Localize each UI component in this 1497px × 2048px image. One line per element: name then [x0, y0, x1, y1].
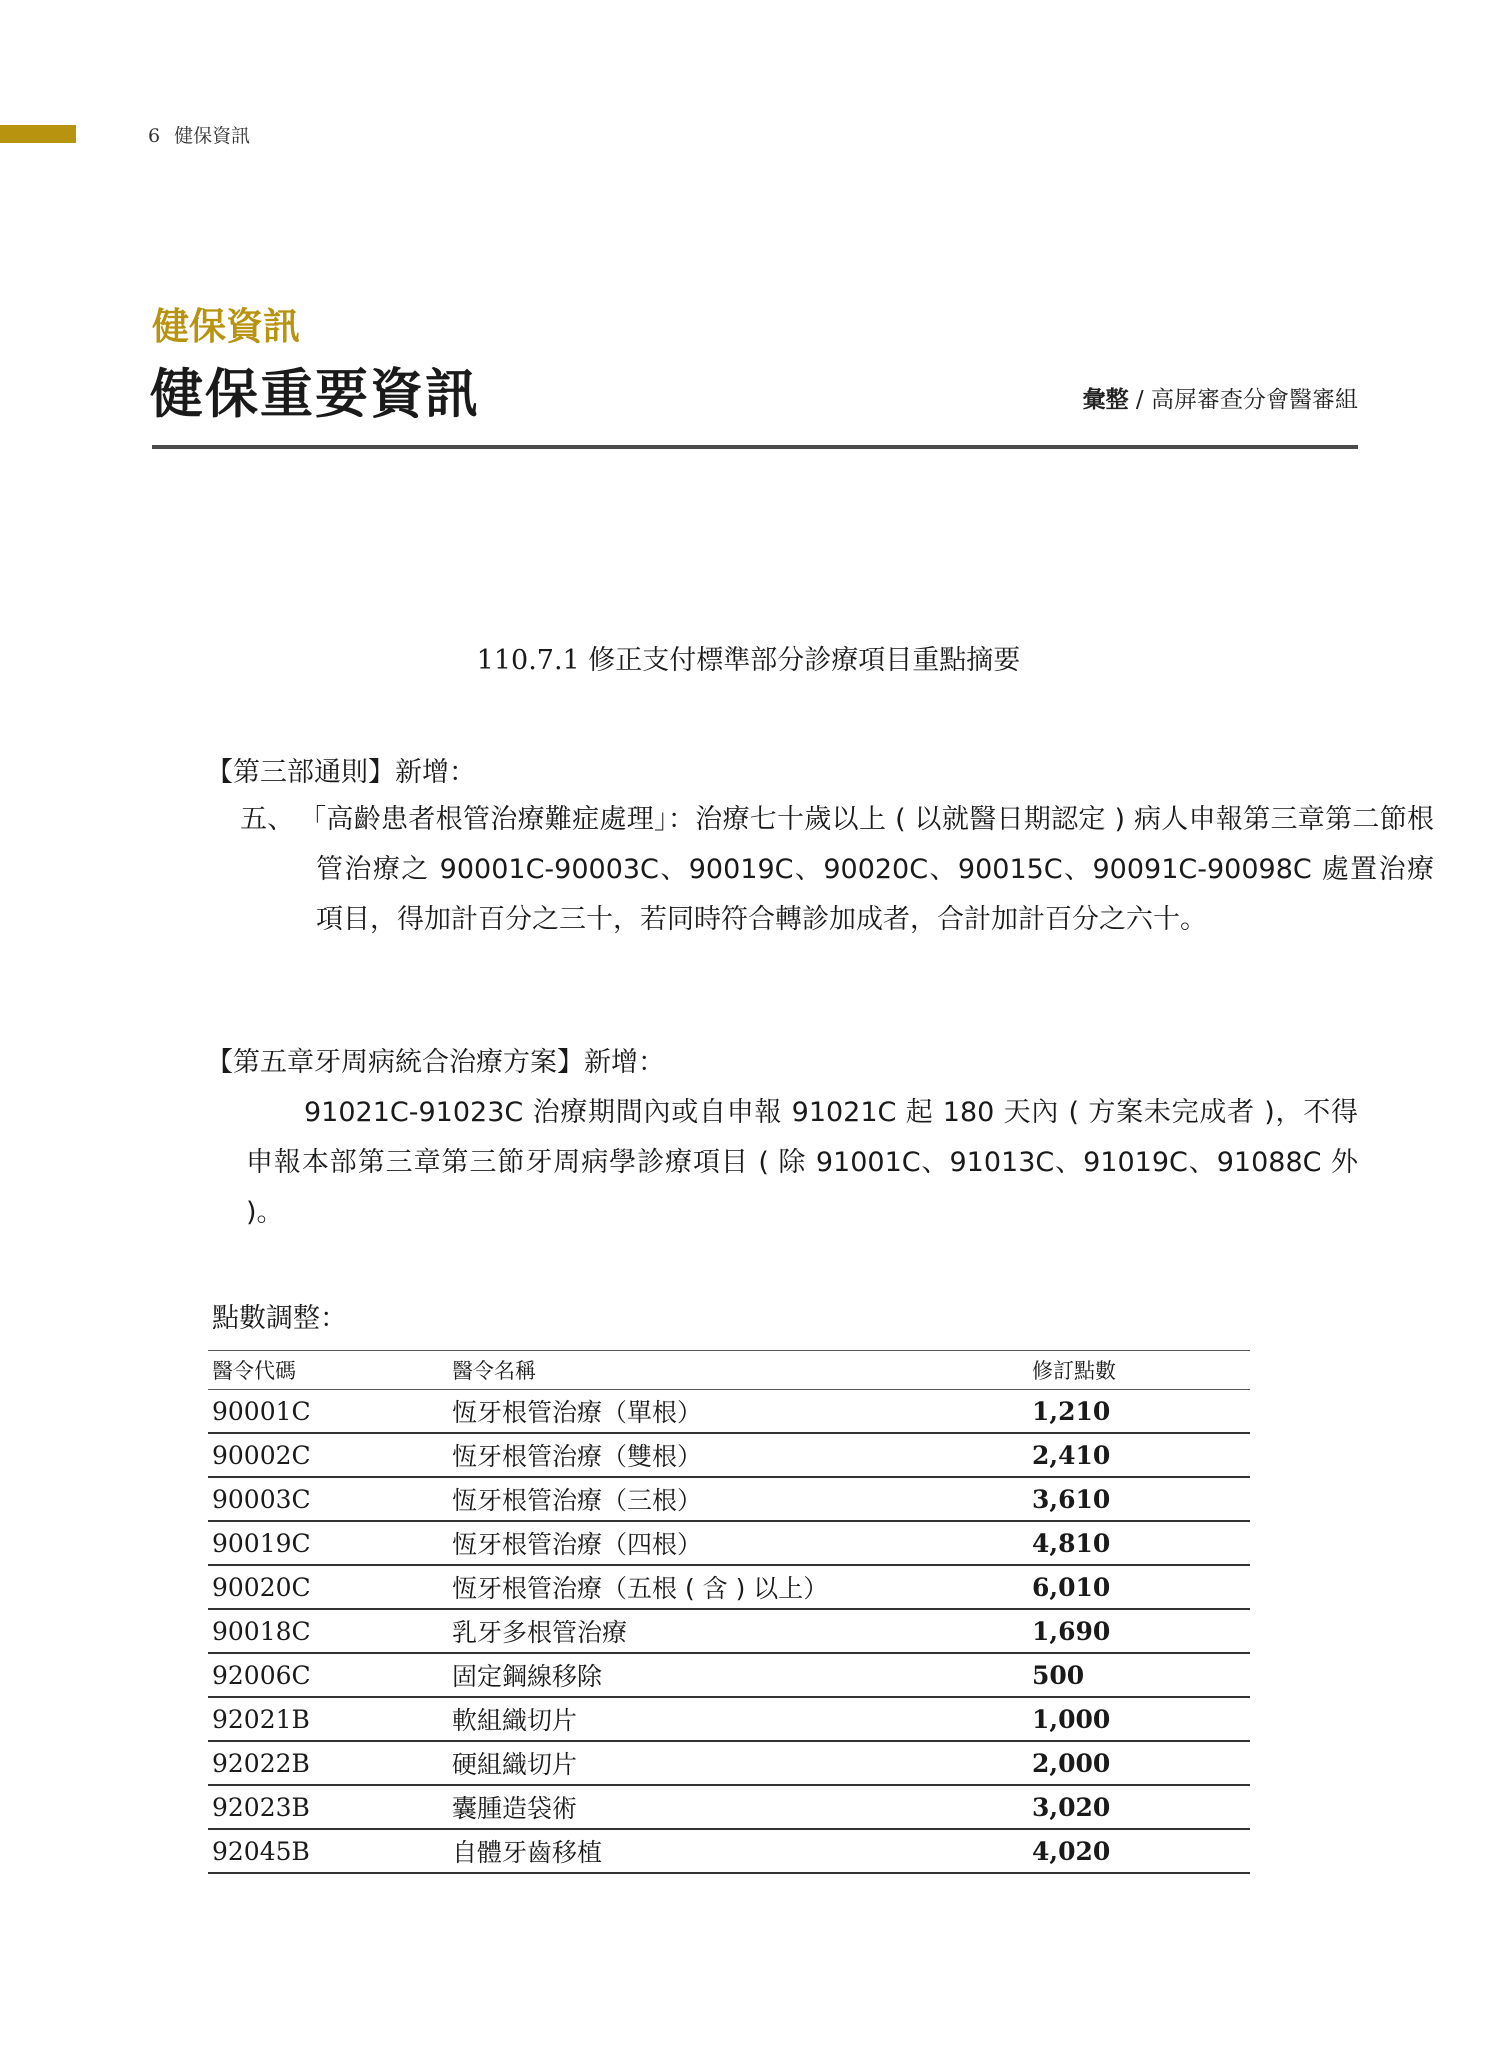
row-points: 1,210	[1028, 1390, 1250, 1434]
row-name: 恆牙根管治療（四根）	[448, 1521, 1028, 1565]
table-row	[208, 1741, 1250, 1785]
title-rule	[152, 445, 1358, 449]
chapter5-text: 91021C-91023C 治療期間內或自申報 91021C 起 180 天內 ( 方案未完成者 )，不得申報本部第三章第三節牙周病學診療項目 ( 除 91001C、91013C、91019C、91088C 外 )。	[246, 1097, 1358, 1228]
header-points: 修訂點數	[1028, 1351, 1250, 1390]
section-label: 健保資訊	[152, 305, 300, 348]
page-number: 6	[148, 125, 161, 147]
byline-author: 高屏審查分會醫審組	[1151, 387, 1358, 413]
header-code: 醫令代碼	[208, 1351, 448, 1390]
page-title: 健保重要資訊	[150, 364, 480, 425]
row-points: 1,000	[1028, 1697, 1250, 1741]
row-name: 乳牙多根管治療	[448, 1609, 1028, 1653]
table-row	[208, 1521, 1250, 1565]
running-header	[148, 121, 250, 148]
row-code: 90020C	[208, 1565, 448, 1609]
row-code: 92021B	[208, 1697, 448, 1741]
row-points: 1,690	[1028, 1609, 1250, 1653]
row-name: 恆牙根管治療（單根）	[448, 1390, 1028, 1434]
row-code: 90003C	[208, 1477, 448, 1521]
table-row	[208, 1477, 1250, 1521]
row-name: 自體牙齒移植	[448, 1829, 1028, 1873]
table-row	[208, 1653, 1250, 1697]
table-row	[208, 1829, 1250, 1873]
points-table	[208, 1350, 1250, 1874]
table-row	[208, 1565, 1250, 1609]
row-points: 500	[1028, 1653, 1250, 1697]
row-code: 92006C	[208, 1653, 448, 1697]
byline-label: 彙整	[1082, 387, 1129, 413]
table-header-row	[208, 1351, 1250, 1390]
table-row	[208, 1785, 1250, 1829]
row-name: 恆牙根管治療（雙根）	[448, 1433, 1028, 1477]
row-code: 92023B	[208, 1785, 448, 1829]
part3-item-text: 「高齡患者根管治療難症處理」：治療七十歲以上 ( 以就醫日期認定 ) 病人申報第三章第二節根管治療之 90001C-90003C、90019C、90020C、90015C、90091C-90098C 處置治療項目，得加計百分之三十，若同時符合轉診加成者，合計加計百分之六十。	[312, 804, 1434, 935]
row-code: 90018C	[208, 1609, 448, 1653]
table-row	[208, 1609, 1250, 1653]
part3-item-marker: 五、	[240, 804, 295, 835]
table-row	[208, 1433, 1250, 1477]
document-heading: 110.7.1 修正支付標準部分診療項目重點摘要	[476, 645, 1021, 676]
row-name: 恆牙根管治療（三根）	[448, 1477, 1028, 1521]
row-name: 硬組織切片	[448, 1741, 1028, 1785]
row-points: 3,610	[1028, 1477, 1250, 1521]
points-heading: 點數調整：	[212, 1303, 347, 1334]
row-points: 6,010	[1028, 1565, 1250, 1609]
row-points: 2,000	[1028, 1741, 1250, 1785]
byline-separator: /	[1128, 387, 1151, 413]
table-row	[208, 1697, 1250, 1741]
row-code: 92045B	[208, 1829, 448, 1873]
chapter5-heading: 【第五章牙周病統合治療方案】新增：	[206, 1047, 665, 1078]
row-code: 92022B	[208, 1741, 448, 1785]
row-name: 恆牙根管治療（五根 ( 含 ) 以上）	[448, 1565, 1028, 1609]
accent-bar	[0, 125, 76, 143]
part3-item	[240, 795, 1434, 945]
row-points: 4,020	[1028, 1829, 1250, 1873]
row-points: 4,810	[1028, 1521, 1250, 1565]
header-section: 健保資訊	[174, 125, 251, 147]
row-code: 90019C	[208, 1521, 448, 1565]
part3-heading: 【第三部通則】新增：	[206, 757, 476, 788]
row-name: 囊腫造袋術	[448, 1785, 1028, 1829]
row-code: 90002C	[208, 1433, 448, 1477]
row-code: 90001C	[208, 1390, 448, 1434]
header-name: 醫令名稱	[448, 1351, 1028, 1390]
row-name: 固定鋼線移除	[448, 1653, 1028, 1697]
byline	[1083, 381, 1358, 414]
table-row	[208, 1390, 1250, 1434]
row-points: 3,020	[1028, 1785, 1250, 1829]
row-points: 2,410	[1028, 1433, 1250, 1477]
row-name: 軟組織切片	[448, 1697, 1028, 1741]
